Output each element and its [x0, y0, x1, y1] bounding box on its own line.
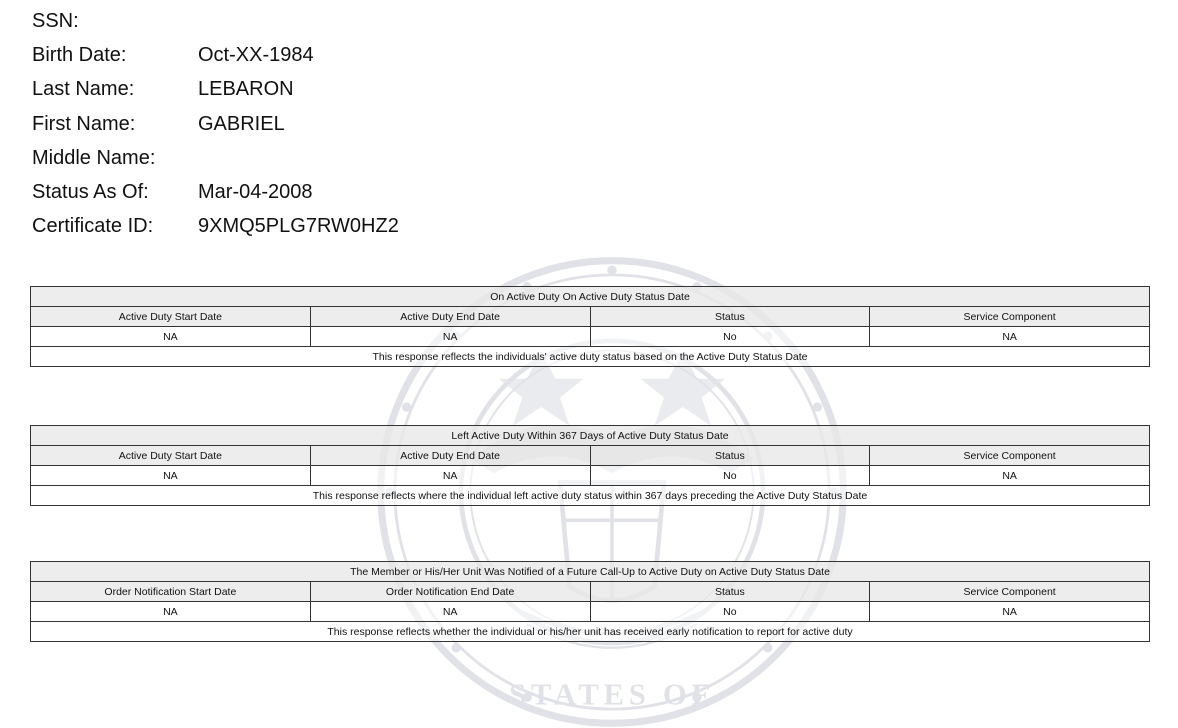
active-duty-status-table: [30, 286, 1150, 367]
field-label: Certificate ID:: [32, 215, 154, 238]
table-header-row: [31, 307, 1150, 327]
left-active-duty-table: [30, 425, 1150, 506]
column-header: Active Duty Start Date: [31, 307, 311, 327]
field-middle-name: [32, 141, 399, 175]
table-row: [31, 327, 1150, 347]
field-certificate-id: [32, 210, 399, 244]
column-header: Active Duty End Date: [310, 446, 590, 466]
table-note-row: [31, 622, 1150, 642]
table-cell: NA: [870, 602, 1150, 622]
column-header: Order Notification End Date: [310, 582, 590, 602]
future-call-up-table: [30, 561, 1150, 642]
column-header: Order Notification Start Date: [31, 582, 311, 602]
table-cell: NA: [31, 602, 311, 622]
table-cell: NA: [870, 327, 1150, 347]
column-header: Active Duty End Date: [310, 307, 590, 327]
table-cell: NA: [31, 466, 311, 486]
column-header: Status: [590, 307, 870, 327]
table-header-row: [31, 446, 1150, 466]
table-cell: NA: [310, 327, 590, 347]
field-first-name: [32, 107, 399, 141]
table-cell: No: [590, 466, 870, 486]
record-fields: [32, 4, 399, 244]
field-label: Last Name:: [32, 78, 135, 101]
table-note: This response reflects where the individual left active duty status within 367 days preceding the Active Duty Status Date: [31, 486, 1150, 506]
field-value: GABRIEL: [198, 112, 285, 135]
field-birth-date: [32, 38, 399, 72]
field-label: First Name:: [32, 112, 136, 135]
table-cell: NA: [870, 466, 1150, 486]
seal-text: STATES OF: [509, 677, 715, 712]
column-header: Service Component: [870, 582, 1150, 602]
table-cell: No: [590, 327, 870, 347]
table-cell: NA: [310, 602, 590, 622]
table-title-row: [31, 287, 1150, 307]
column-header: Active Duty Start Date: [31, 446, 311, 466]
field-last-name: [32, 73, 399, 107]
column-header: Status: [590, 582, 870, 602]
table-row: [31, 466, 1150, 486]
field-label: Status As Of:: [32, 181, 149, 204]
table-note: This response reflects whether the individual or his/her unit has received early notification to report for active duty: [31, 622, 1150, 642]
table-title: The Member or His/Her Unit Was Notified of a Future Call-Up to Active Duty on Active Duty Status Date: [31, 562, 1150, 582]
column-header: Service Component: [870, 307, 1150, 327]
column-header: Status: [590, 446, 870, 466]
field-status-as-of: [32, 175, 399, 209]
table-title: Left Active Duty Within 367 Days of Active Duty Status Date: [31, 426, 1150, 446]
field-value: 9XMQ5PLG7RW0HZ2: [198, 215, 399, 238]
field-label: Birth Date:: [32, 43, 127, 66]
table-note-row: [31, 486, 1150, 506]
table-cell: NA: [310, 466, 590, 486]
table-title: On Active Duty On Active Duty Status Date: [31, 287, 1150, 307]
table-title-row: [31, 562, 1150, 582]
table-note-row: [31, 347, 1150, 367]
table-cell: No: [590, 602, 870, 622]
field-label: Middle Name:: [32, 146, 156, 169]
field-ssn: [32, 4, 399, 38]
table-row: [31, 602, 1150, 622]
field-value: Mar-04-2008: [198, 181, 313, 204]
table-title-row: [31, 426, 1150, 446]
table-note: This response reflects the individuals' active duty status based on the Active Duty Status Date: [31, 347, 1150, 367]
field-value: LEBARON: [198, 78, 294, 101]
column-header: Service Component: [870, 446, 1150, 466]
table-cell: NA: [31, 327, 311, 347]
field-value: Oct-XX-1984: [198, 43, 314, 66]
table-header-row: [31, 582, 1150, 602]
field-label: SSN:: [32, 9, 79, 32]
